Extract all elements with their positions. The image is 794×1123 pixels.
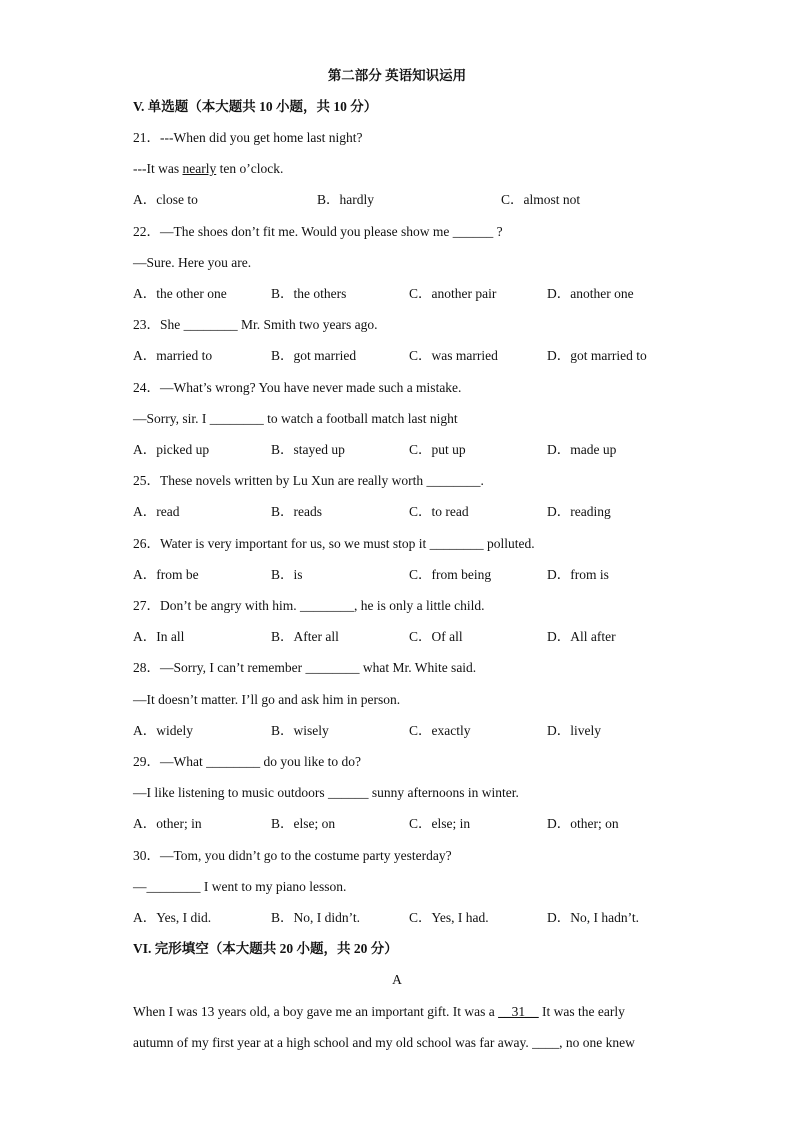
passage-text: When I was 13 years old, a boy gave me an important gift. It was a: [133, 1004, 499, 1019]
question-24-stem: 24．—What’s wrong? You have never made such a mistake.: [133, 380, 462, 395]
option-c: C．another pair: [409, 286, 497, 301]
option-c: C．Yes, I had.: [409, 910, 489, 925]
option-b: B．stayed up: [271, 442, 345, 457]
underlined-word: nearly: [182, 161, 217, 176]
option-d: D．got married to: [547, 348, 647, 363]
option-b: B．hardly: [317, 192, 374, 207]
option-d: D．made up: [547, 442, 617, 457]
passage-line-2: autumn of my first year at a high school and my old school was far away. ____, no one knew: [133, 1035, 635, 1050]
question-29-stem: 29．—What ________ do you like to do?: [133, 754, 361, 769]
option-b: B．No, I didn’t.: [271, 910, 361, 925]
option-c: C．was married: [409, 348, 498, 363]
part-title: 第二部分 英语知识运用: [327, 68, 467, 83]
question-22-reply: —Sure. Here you are.: [133, 255, 252, 270]
passage-label: A: [392, 972, 402, 987]
option-a: A．Yes, I did.: [133, 910, 212, 925]
option-c: C．Of all: [409, 629, 463, 644]
question-25-stem: 25．These novels written by Lu Xun are really worth ________.: [133, 473, 484, 488]
option-b: B．reads: [271, 504, 322, 519]
question-28-reply: —It doesn’t matter. I’ll go and ask him in person.: [133, 692, 401, 707]
option-d: D．other; on: [547, 816, 619, 831]
question-24-reply: —Sorry, sir. I ________ to watch a football match last night: [133, 411, 458, 426]
option-d: D．No, I hadn’t.: [547, 910, 639, 925]
option-a: A．read: [133, 504, 180, 519]
question-26-stem: 26．Water is very important for us, so we must stop it ________ polluted.: [133, 536, 535, 551]
question-21-stem: 21．---When did you get home last night?: [133, 130, 363, 145]
question-28-stem: 28．—Sorry, I can’t remember ________ what Mr. White said.: [133, 660, 477, 675]
option-a: A．the other one: [133, 286, 227, 301]
question-23-stem: 23．She ________ Mr. Smith two years ago.: [133, 317, 378, 332]
question-29-reply: —I like listening to music outdoors ______ sunny afternoons in winter.: [133, 785, 519, 800]
reply-text: ten o’clock.: [216, 161, 284, 176]
option-b: B．is: [271, 567, 303, 582]
reply-text: ---It was: [133, 161, 183, 176]
option-a: A．married to: [133, 348, 213, 363]
option-a: A．In all: [133, 629, 185, 644]
option-a: A．other; in: [133, 816, 202, 831]
question-22-stem: 22．—The shoes don’t fit me. Would you please show me ______ ?: [133, 224, 503, 239]
option-d: D．reading: [547, 504, 611, 519]
option-a: A．widely: [133, 723, 193, 738]
option-b: B．got married: [271, 348, 357, 363]
option-c: C．else; in: [409, 816, 471, 831]
option-a: A．from be: [133, 567, 199, 582]
section-heading-single-choice: V. 单选题（本大题共 10 小题，共 10 分）: [133, 99, 378, 114]
option-d: D．from is: [547, 567, 609, 582]
passage-text: It was the early: [538, 1004, 625, 1019]
option-c: C．to read: [409, 504, 469, 519]
option-b: B．the others: [271, 286, 347, 301]
option-a: A．picked up: [133, 442, 210, 457]
option-c: C．exactly: [409, 723, 471, 738]
option-a: A．close to: [133, 192, 198, 207]
option-d: D．another one: [547, 286, 634, 301]
option-b: B．After all: [271, 629, 339, 644]
question-21-reply: [133, 160, 283, 178]
section-heading-cloze: VI. 完形填空（本大题共 20 小题，共 20 分）: [133, 941, 398, 956]
option-b: B．else; on: [271, 816, 336, 831]
blank-31: __31__: [498, 1004, 539, 1019]
option-c: C．almost not: [501, 192, 581, 207]
option-d: D．lively: [547, 723, 601, 738]
question-27-stem: 27．Don’t be angry with him. ________, he is only a little child.: [133, 598, 485, 613]
option-c: C．from being: [409, 567, 492, 582]
question-30-reply: —________ I went to my piano lesson.: [133, 879, 347, 894]
question-30-stem: 30．—Tom, you didn’t go to the costume party yesterday?: [133, 848, 452, 863]
passage-line-1: [133, 1003, 625, 1021]
option-d: D．All after: [547, 629, 616, 644]
option-c: C．put up: [409, 442, 466, 457]
option-b: B．wisely: [271, 723, 329, 738]
